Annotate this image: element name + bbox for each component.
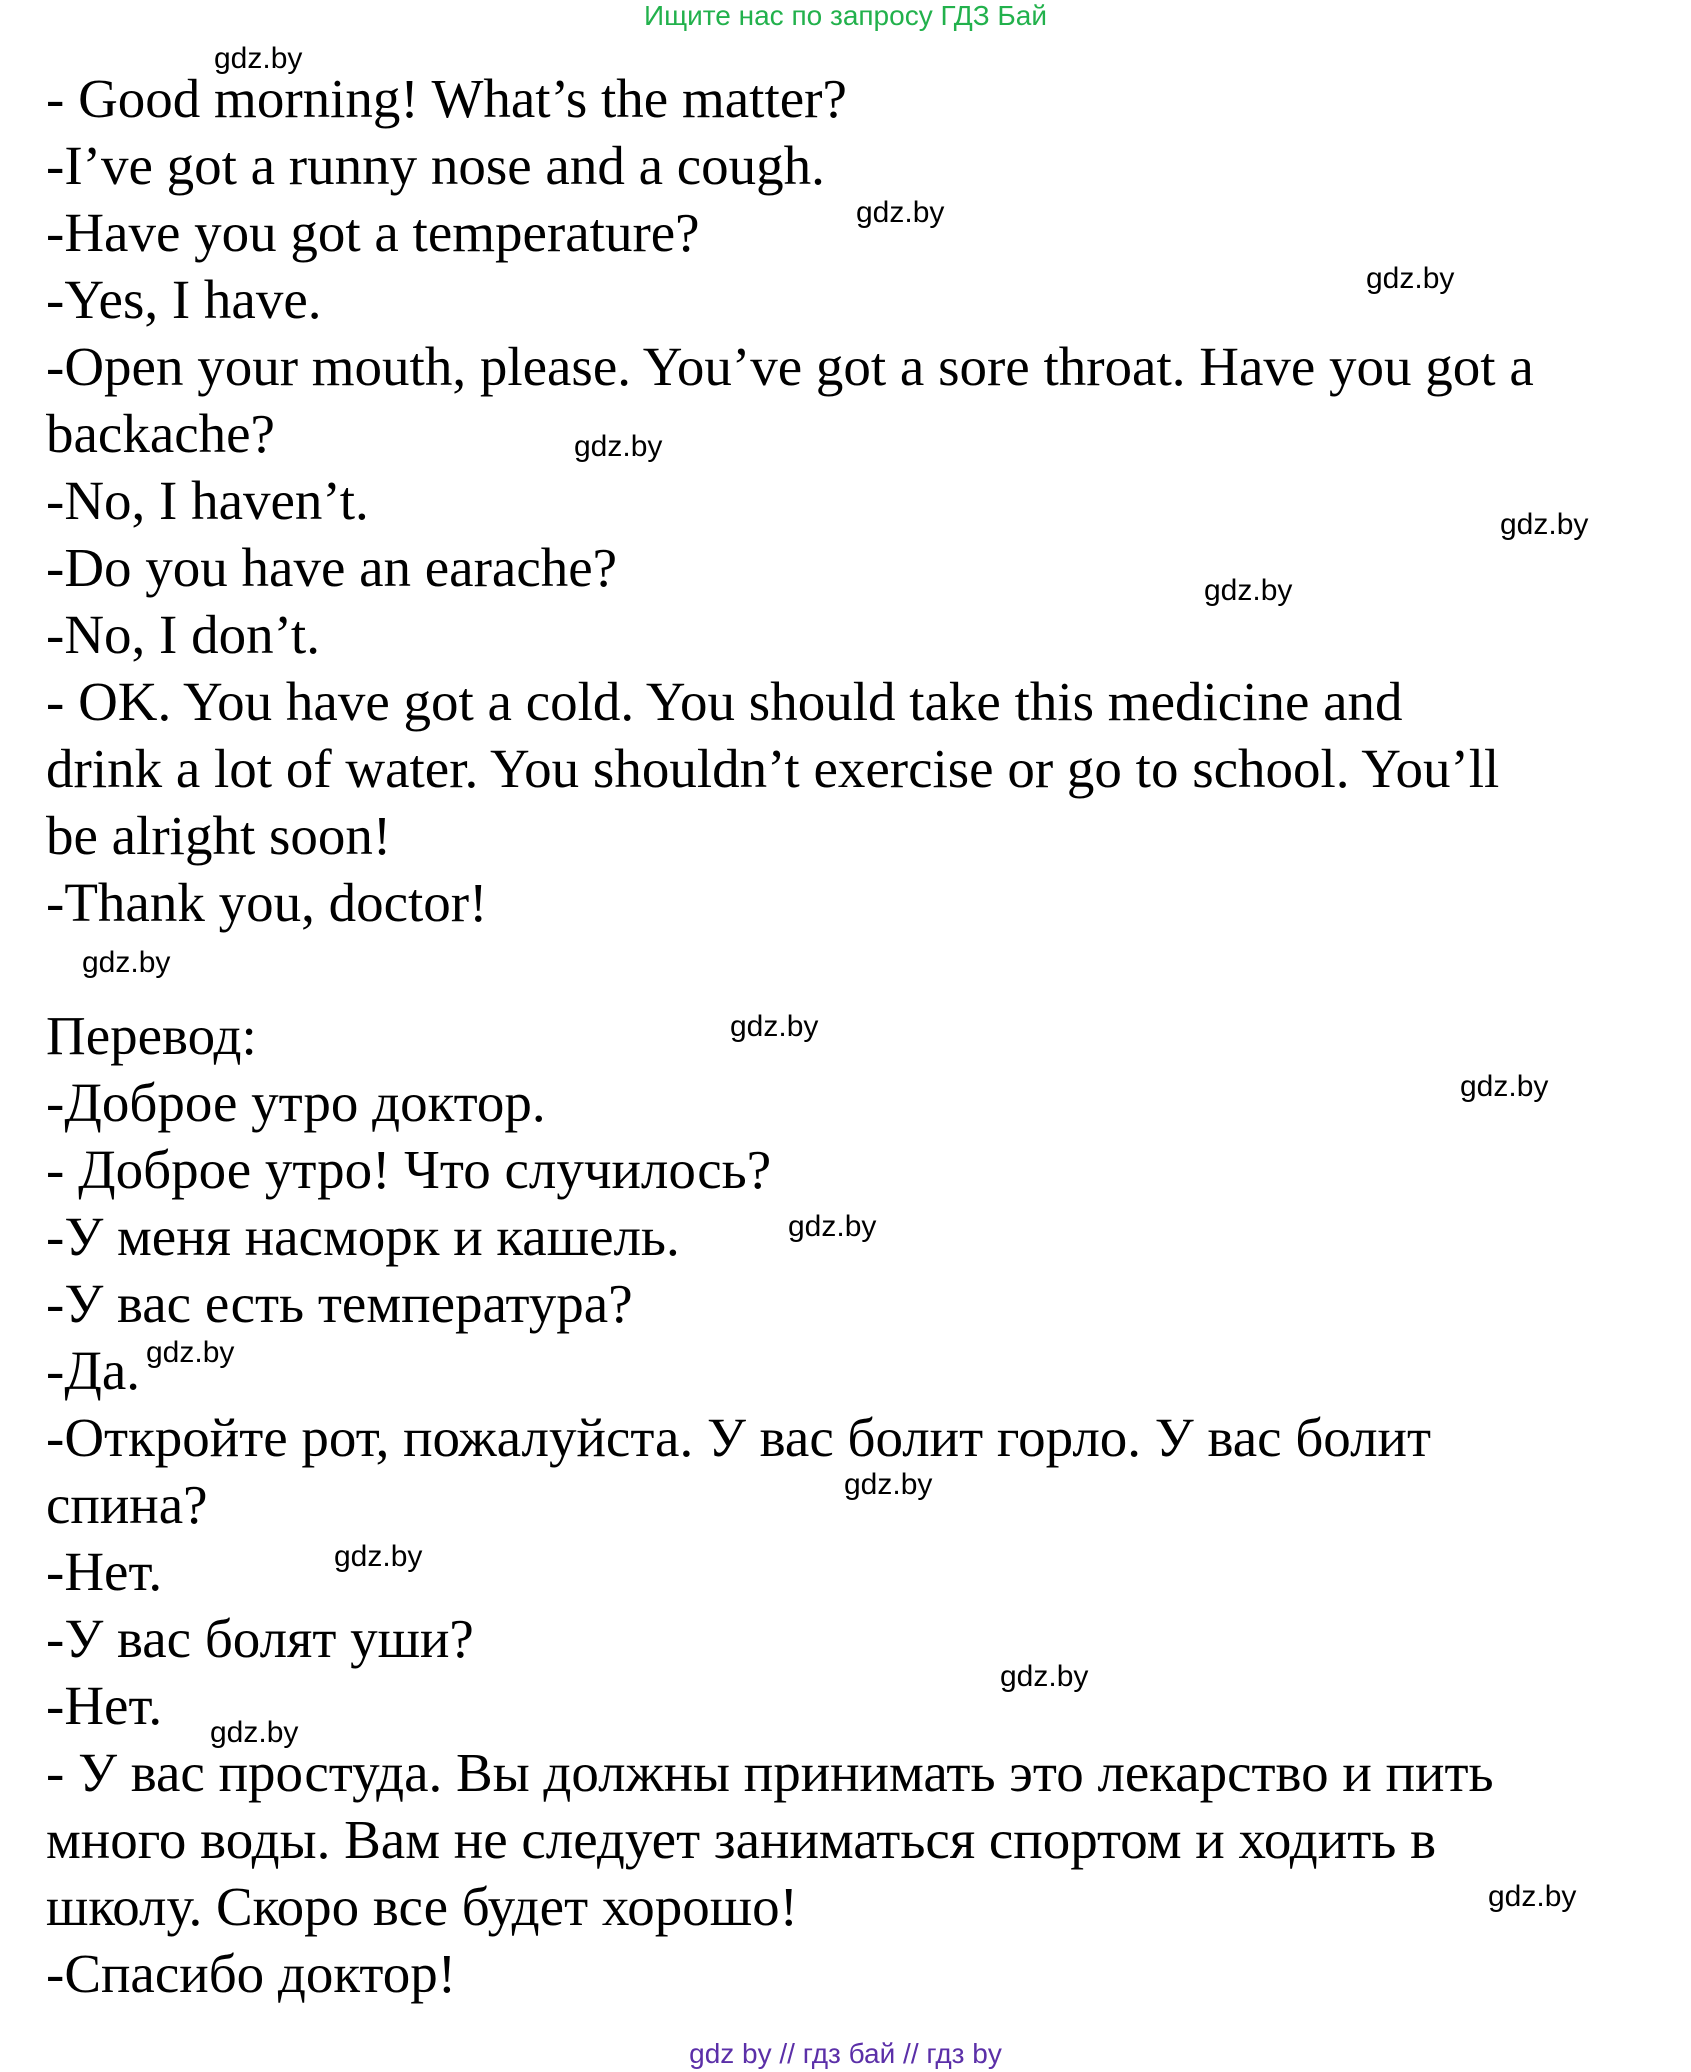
watermark: gdz.by	[210, 1716, 299, 1749]
watermark: gdz.by	[1488, 1880, 1577, 1913]
watermark: gdz.by	[856, 196, 945, 229]
site-footer-text: gdz by // гдз бай // гдз by	[689, 2038, 1002, 2069]
site-header-text: Ищите нас по запросу ГДЗ Бай	[643, 0, 1048, 31]
dialogue-en-line: -Thank you, doctor!	[46, 872, 488, 933]
watermark: gdz.by	[730, 1010, 819, 1043]
watermark: gdz.by	[844, 1468, 933, 1501]
dialogue-ru-line: - Доброе утро! Что случилось?	[46, 1139, 772, 1200]
dialogue-ru-line: -У меня насморк и кашель.	[46, 1206, 680, 1267]
dialogue-en-line: drink a lot of water. You shouldn’t exercise or go to school. You’ll	[46, 738, 1500, 799]
dialogue-en-line: be alright soon!	[46, 805, 392, 866]
dialogue-ru-line: спина?	[46, 1474, 208, 1535]
watermark: gdz.by	[788, 1210, 877, 1243]
dialogue-ru-line: -У вас болят уши?	[46, 1608, 474, 1669]
dialogue-en-line: - Good morning! What’s the matter?	[46, 68, 847, 129]
watermark: gdz.by	[1366, 262, 1455, 295]
dialogue-ru-line: -У вас есть температура?	[46, 1273, 633, 1334]
dialogue-ru-line: -Нет.	[46, 1541, 163, 1602]
translation-heading: Перевод:	[46, 1005, 257, 1066]
watermark: gdz.by	[1000, 1660, 1089, 1693]
dialogue-en-line: -No, I don’t.	[46, 604, 320, 665]
watermark: gdz.by	[146, 1336, 235, 1369]
dialogue-ru-line: -Да.	[46, 1340, 140, 1401]
dialogue-ru-line: - У вас простуда. Вы должны принимать это лекарство и пить	[46, 1742, 1494, 1803]
dialogue-ru-line: много воды. Вам не следует заниматься спортом и ходить в	[46, 1809, 1437, 1870]
dialogue-ru-line: -Откройте рот, пожалуйста. У вас болит горло. У вас болит	[46, 1407, 1431, 1468]
watermark: gdz.by	[82, 946, 171, 979]
watermark: gdz.by	[1500, 508, 1589, 541]
dialogue-en-line: -Open your mouth, please. You’ve got a sore throat. Have you got a	[46, 336, 1534, 397]
dialogue-en-line: -No, I haven’t.	[46, 470, 369, 531]
watermark: gdz.by	[1204, 574, 1293, 607]
dialogue-en-line: - OK. You have got a cold. You should take this medicine and	[46, 671, 1403, 732]
dialogue-ru-line: школу. Скоро все будет хорошо!	[46, 1876, 798, 1937]
dialogue-ru-line: -Спасибо доктор!	[46, 1943, 457, 2004]
watermark: gdz.by	[1460, 1070, 1549, 1103]
watermark: gdz.by	[214, 42, 303, 75]
dialogue-ru-line: -Нет.	[46, 1675, 163, 1736]
watermark: gdz.by	[334, 1540, 423, 1573]
dialogue-en-line: -Have you got a temperature?	[46, 202, 700, 263]
dialogue-en-line: -Do you have an earache?	[46, 537, 618, 598]
dialogue-ru-line: -Доброе утро доктор.	[46, 1072, 546, 1133]
dialogue-en-line: backache?	[46, 403, 275, 464]
watermark: gdz.by	[574, 430, 663, 463]
dialogue-en-line: -I’ve got a runny nose and a cough.	[46, 135, 825, 196]
dialogue-en-line: -Yes, I have.	[46, 269, 322, 330]
